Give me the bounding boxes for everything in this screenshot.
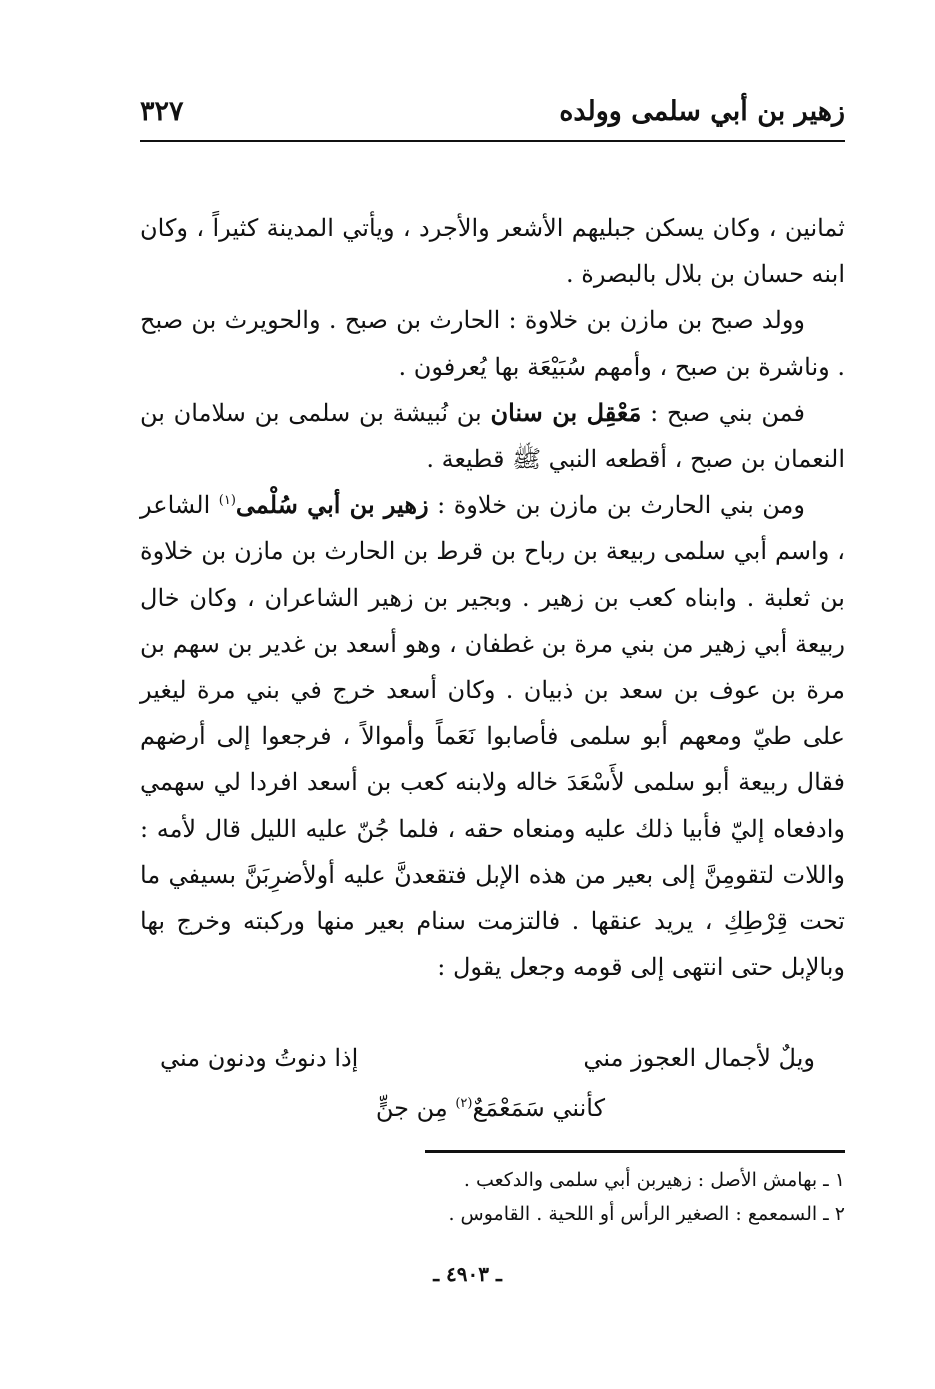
- main-text: [140, 205, 845, 990]
- header-divider: [140, 140, 845, 142]
- paragraph-4: [140, 482, 845, 990]
- footnote-divider: [425, 1150, 845, 1153]
- verse-second-line: [376, 1085, 605, 1131]
- paragraph-2: وولد صبح بن مازن بن خلاوة : الحارث بن صبح . والحويرث بن صبح . وناشرة بن صبح ، وأمهم سُبَيْعَة بها يُعرفون .: [140, 306, 845, 381]
- paragraph-1: ثمانين ، وكان يسكن جبليهم الأشعر والأجرد ، ويأتي المدينة كثيراً ، وكان ابنه حسان بن بلال بالبصرة .: [140, 214, 845, 289]
- footnotes: [140, 1163, 845, 1231]
- paragraph-3: [140, 390, 845, 482]
- name-maqil-bin-sinan: مَعْقِل بن سنان: [490, 397, 642, 427]
- verse-second-line-text: كأنني سَمَعْمَعٌ: [472, 1094, 605, 1122]
- running-title: زهير بن أبي سلمى وولده: [559, 96, 845, 127]
- name-zuhayr-bin-abi-sulma: زهير بن أبي سُلْمى: [235, 490, 429, 520]
- verse-second-hemistich: إذا دنوتُ ودنون مني: [160, 1044, 359, 1072]
- paragraph-4-rest: الشاعر ، واسم أبي سلمى ربيعة بن رباح بن قرط بن الحارث بن مازن بن خلاوة بن ثعلبة . وابناه كعب بن زهير . وبجير بن زهير الشاعران ، وكان خال ربيعة أبي زهير من بني مرة بن غطفان ، وهو أسعد بن غدير بن سهم بن مرة بن عوف بن سعد بن ذبيان . وكان أسعد خرج في بني مرة ليغير على طيّ ومعهم أبو سلمى فأصابوا نَعَماً وأموالاً ، فرجعوا إلى أرضهم فقال ربيعة أبو سلمى لأَسْعَدَ خاله ولابنه كعب بن أسعد افردا لي سهمي وادفعاه إليّ فأبيا ذلك عليه ومنعاه حقه ، فلما جُنّ عليه الليل قال لأمه : واللات لتقومِنَّ إلى بعير من هذه الإبل فتقعدنَّ عليه أولأضرِبَنَّ بسيفي ما تحت قِرْطِكِ ، يريد عنقها . فالتزمت سنام بعير منها وركبته وخرج بها وبالإبل حتى انتهى إلى قومه وجعل يقول :: [140, 491, 846, 982]
- paragraph-4-lead: ومن بني الحارث بن مازن بن خلاوة :: [428, 491, 805, 520]
- paragraph-3-lead: فمن بني صبح :: [641, 398, 805, 427]
- footnote-1: ١ ـ بهامش الأصل : زهيربن أبي سلمى والدكعب .: [463, 1169, 845, 1191]
- verse-first-hemistich: ويلٌ لأجمال العجوز مني: [583, 1044, 815, 1072]
- folio-number: ـ ٤٩٠٣ ـ: [433, 1262, 502, 1286]
- paragraph-3-rest: بن نُبيشة بن سلمى بن سلامان بن النعمان بن صبح ، أقطعه النبي ﷺ قطيعة .: [140, 398, 845, 474]
- footnote-ref-2: (٢): [455, 1096, 473, 1111]
- verse-second-line-end: مِن جنٍّ: [375, 1094, 456, 1122]
- page-number: ٣٢٧: [140, 96, 184, 127]
- footnote-2: ٢ ـ السمعمع : الصغير الرأس أو اللحية . القاموس .: [448, 1203, 845, 1225]
- footnote-ref-1: (١): [218, 493, 236, 509]
- page-header: [140, 92, 845, 138]
